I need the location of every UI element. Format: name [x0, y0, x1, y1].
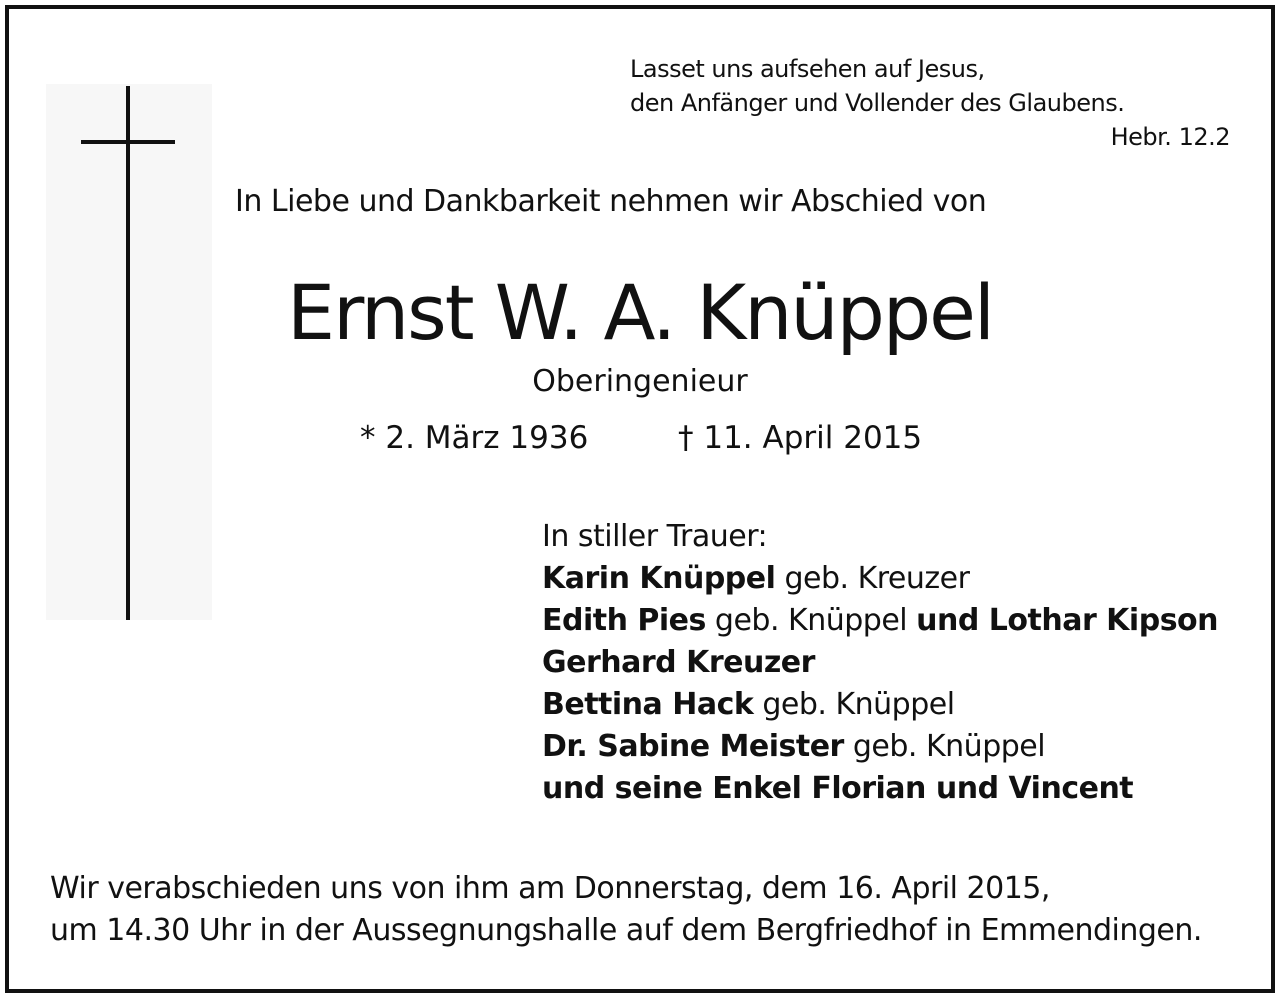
footer-line-2: um 14.30 Uhr in der Aussegnungshalle auf dem Bergfriedhof in Emmendingen. — [50, 913, 1202, 948]
deceased-name-text: Ernst W. A. Knüppel — [287, 268, 993, 357]
mourner-name: Karin Knüppel — [542, 561, 776, 596]
mourner-name: Edith Pies — [542, 603, 706, 638]
mourner-note: geb. Kreuzer — [775, 561, 970, 596]
mourners-heading: In stiller Trauer: — [542, 519, 768, 554]
mourner-name: und seine Enkel Florian und Vincent — [542, 771, 1134, 806]
mourner-line — [542, 684, 1218, 726]
funeral-details — [50, 868, 1202, 952]
mourner-line — [542, 642, 1218, 684]
intro-text: In Liebe und Dankbarkeit nehmen wir Abschied von — [235, 184, 987, 219]
mourner-partner: und Lothar Kipson — [916, 603, 1219, 638]
mourner-note: geb. Knüppel — [753, 687, 955, 722]
bible-verse — [630, 52, 1230, 154]
verse-line-2: den Anfänger und Vollender des Glaubens. — [630, 89, 1125, 117]
mourner-line — [542, 600, 1218, 642]
mourner-note: geb. Knüppel — [843, 729, 1046, 764]
deceased-title: Oberingenieur — [532, 364, 748, 399]
mourner-line — [542, 726, 1218, 768]
verse-line-1: Lasset uns aufsehen auf Jesus, — [630, 55, 985, 83]
mourner-note: geb. Knüppel — [705, 603, 917, 638]
cross-icon-bar — [81, 140, 175, 144]
deceased-name — [0, 268, 1280, 357]
mourner-name: Gerhard Kreuzer — [542, 645, 815, 680]
birth-date: * 2. März 1936 — [360, 420, 589, 456]
mourner-line — [542, 768, 1218, 810]
mourners-list — [542, 516, 1218, 810]
verse-reference: Hebr. 12.2 — [1110, 123, 1230, 151]
mourner-line — [542, 558, 1218, 600]
mourner-name: Dr. Sabine Meister — [542, 729, 844, 764]
death-date: † 11. April 2015 — [678, 420, 923, 456]
footer-line-1: Wir verabschieden uns von ihm am Donnerstag, dem 16. April 2015, — [50, 871, 1050, 906]
mourner-name: Bettina Hack — [542, 687, 754, 722]
